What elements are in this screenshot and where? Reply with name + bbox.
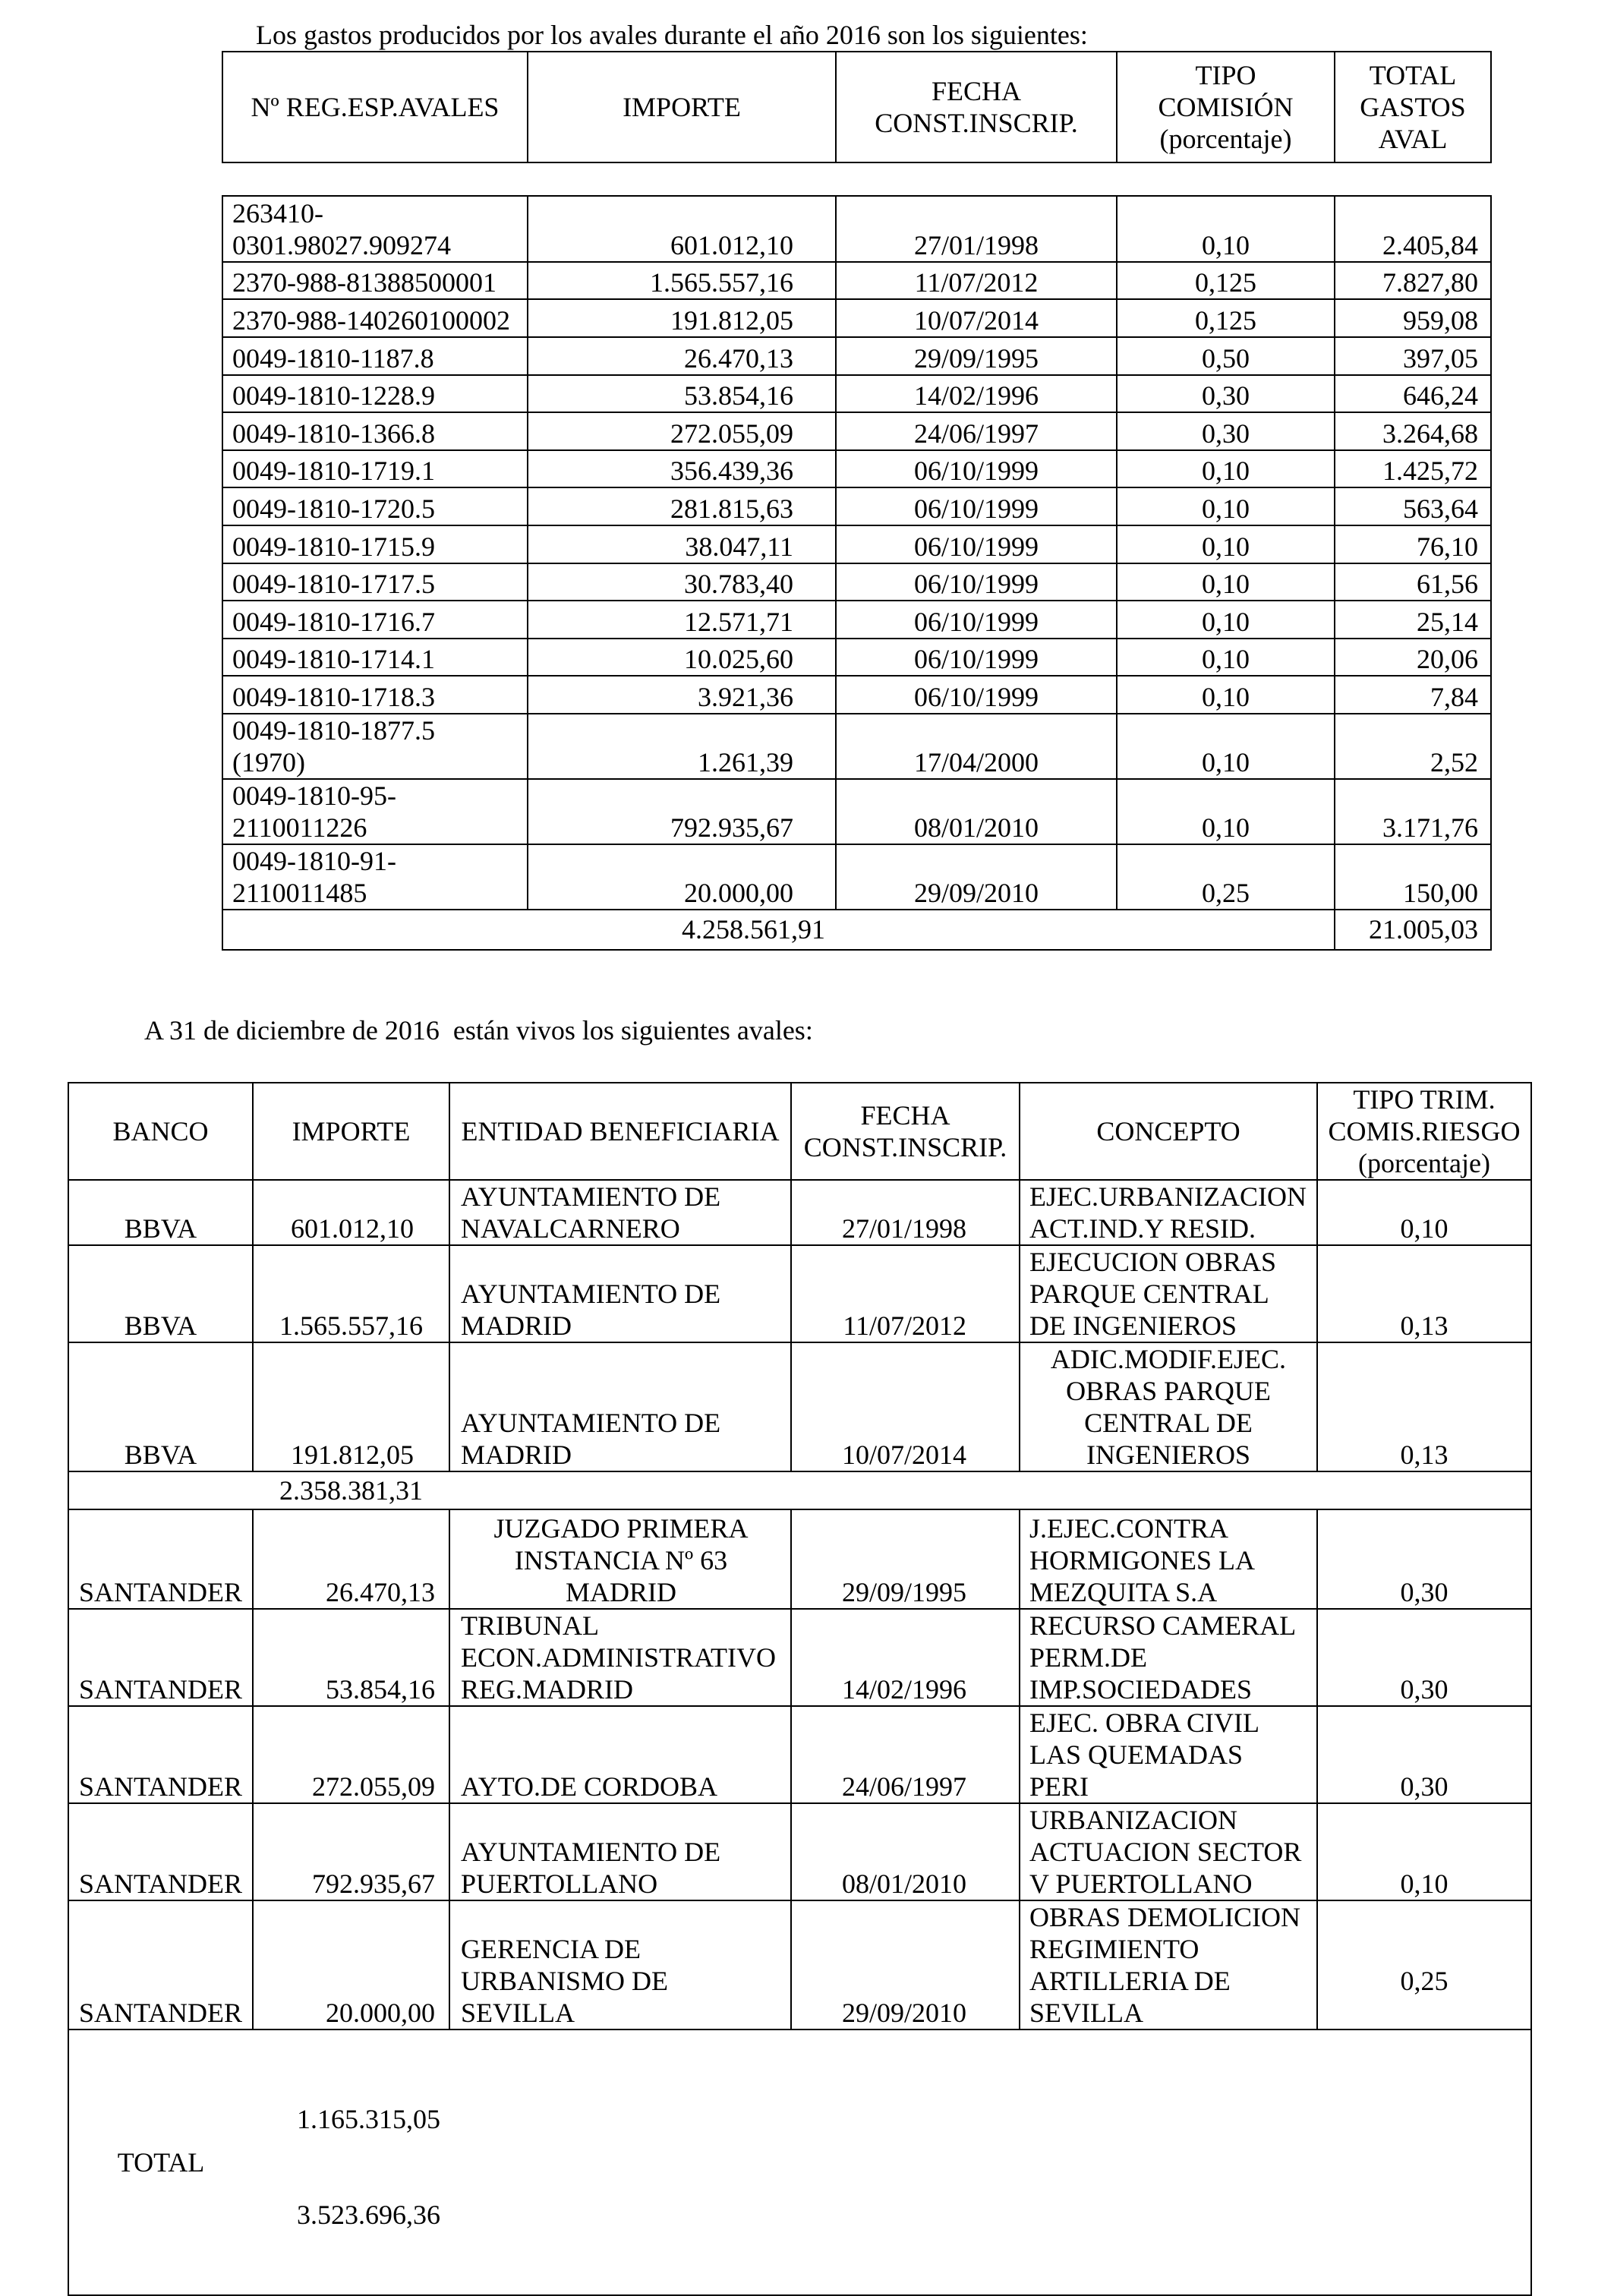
vivos-total-row bbox=[68, 2030, 1531, 2295]
concepto-cell: OBRAS DEMOLICION REGIMIENTO ARTILLERIA DE SEVILLA bbox=[1020, 1900, 1317, 2030]
gastos-row bbox=[222, 563, 1491, 601]
importe-cell: 53.854,16 bbox=[253, 1609, 449, 1706]
vivos-footer bbox=[68, 2030, 1531, 2295]
importe-cell: 1.565.557,16 bbox=[253, 1245, 449, 1342]
total-gastos-cell: 2.405,84 bbox=[1335, 196, 1491, 262]
header-entidad: ENTIDAD BENEFICIARIA bbox=[449, 1083, 791, 1180]
subtotal-spacer-left bbox=[68, 1471, 253, 1509]
importe-cell: 191.812,05 bbox=[528, 299, 836, 337]
importe-cell: 3.921,36 bbox=[528, 676, 836, 714]
importe-cell: 53.854,16 bbox=[528, 375, 836, 413]
entidad-cell: TRIBUNAL ECON.ADMINISTRATIVO REG.MADRID bbox=[449, 1609, 791, 1706]
vivos-header-row bbox=[68, 1083, 1531, 1180]
total-gastos-cell: 397,05 bbox=[1335, 337, 1491, 375]
tipo-comision-cell: 0,30 bbox=[1117, 375, 1335, 413]
tipo-comision-cell: 0,30 bbox=[1117, 412, 1335, 450]
gastos-row bbox=[222, 262, 1491, 300]
concepto-cell: EJECUCION OBRAS PARQUE CENTRAL DE INGENIEROS bbox=[1020, 1245, 1317, 1342]
bbva-subtotal-section bbox=[68, 1471, 1531, 1509]
gastos-row bbox=[222, 676, 1491, 714]
total-label: TOTAL bbox=[68, 2030, 253, 2295]
subtotal-spacer-right bbox=[449, 1471, 1531, 1509]
registro-cell: 0049-1810-1716.7 bbox=[222, 601, 528, 639]
tipo-comision-cell: 0,10 bbox=[1117, 779, 1335, 844]
fecha-cell: 14/02/1996 bbox=[836, 375, 1117, 413]
banco-cell: BBVA bbox=[68, 1342, 253, 1471]
fecha-cell: 14/02/1996 bbox=[791, 1609, 1020, 1706]
total-gastos-cell: 3.171,76 bbox=[1335, 779, 1491, 844]
header-tipo-comision: TIPO COMISIÓN (porcentaje) bbox=[1117, 52, 1335, 162]
registro-cell: 0049-1810-91- 2110011485 bbox=[222, 844, 528, 910]
santander-aval-row bbox=[68, 1609, 1531, 1706]
importe-cell: 601.012,10 bbox=[253, 1180, 449, 1245]
total-gastos-cell: 646,24 bbox=[1335, 375, 1491, 413]
gastos-header bbox=[222, 52, 1491, 162]
concepto-cell: URBANIZACION ACTUACION SECTOR V PUERTOLLANO bbox=[1020, 1803, 1317, 1900]
banco-cell: SANTANDER bbox=[68, 1900, 253, 2030]
total-gastos-cell: 1.425,72 bbox=[1335, 450, 1491, 488]
gastos-total-row bbox=[222, 910, 1491, 950]
fecha-cell: 27/01/1998 bbox=[791, 1180, 1020, 1245]
registro-cell: 0049-1810-1715.9 bbox=[222, 525, 528, 563]
registro-cell: 0049-1810-1366.8 bbox=[222, 412, 528, 450]
fecha-cell: 06/10/1999 bbox=[836, 563, 1117, 601]
registro-cell: 0049-1810-1228.9 bbox=[222, 375, 528, 413]
header-concepto: CONCEPTO bbox=[1020, 1083, 1317, 1180]
importe-cell: 26.470,13 bbox=[253, 1509, 449, 1609]
tipo-comision-cell: 0,25 bbox=[1117, 844, 1335, 910]
tipo-comision-cell: 0,10 bbox=[1117, 714, 1335, 779]
importe-cell: 38.047,11 bbox=[528, 525, 836, 563]
concepto-cell: J.EJEC.CONTRA HORMIGONES LA MEZQUITA S.A bbox=[1020, 1509, 1317, 1609]
vivos-table bbox=[68, 1082, 1532, 2296]
fecha-cell: 29/09/2010 bbox=[791, 1900, 1020, 2030]
total-spacer bbox=[449, 2030, 1531, 2295]
bbva-aval-row bbox=[68, 1245, 1531, 1342]
gastos-total-spacer bbox=[836, 910, 1335, 950]
header-fecha: FECHA CONST.INSCRIP. bbox=[791, 1083, 1020, 1180]
tipo-riesgo-cell: 0,10 bbox=[1317, 1180, 1531, 1245]
total-gastos-cell: 76,10 bbox=[1335, 525, 1491, 563]
banco-cell: SANTANDER bbox=[68, 1609, 253, 1706]
total-gastos-cell: 3.264,68 bbox=[1335, 412, 1491, 450]
tipo-riesgo-cell: 0,10 bbox=[1317, 1803, 1531, 1900]
tipo-riesgo-cell: 0,30 bbox=[1317, 1706, 1531, 1803]
registro-cell: 0049-1810-1720.5 bbox=[222, 487, 528, 525]
santander-total-amount: 1.165.315,05 bbox=[297, 2103, 440, 2134]
entidad-cell: AYUNTAMIENTO DE MADRID bbox=[449, 1342, 791, 1471]
tipo-comision-cell: 0,50 bbox=[1117, 337, 1335, 375]
registro-cell: 0049-1810-1717.5 bbox=[222, 563, 528, 601]
vivos-header bbox=[68, 1083, 1531, 1180]
vivos-intro-text: A 31 de diciembre de 2016 están vivos los siguientes avales: bbox=[144, 1015, 813, 1046]
fecha-cell: 06/10/1999 bbox=[836, 676, 1117, 714]
header-importe: IMPORTE bbox=[253, 1083, 449, 1180]
tipo-comision-cell: 0,10 bbox=[1117, 196, 1335, 262]
header-registro: Nº REG.ESP.AVALES bbox=[222, 52, 528, 162]
fecha-cell: 24/06/1997 bbox=[836, 412, 1117, 450]
gastos-row bbox=[222, 639, 1491, 676]
concepto-cell: EJEC.URBANIZACION ACT.IND.Y RESID. bbox=[1020, 1180, 1317, 1245]
fecha-cell: 24/06/1997 bbox=[791, 1706, 1020, 1803]
header-tipo-riesgo: TIPO TRIM. COMIS.RIESGO (porcentaje) bbox=[1317, 1083, 1531, 1180]
entidad-cell: AYUNTAMIENTO DE PUERTOLLANO bbox=[449, 1803, 791, 1900]
gastos-importe-total-cell: 4.258.561,91 bbox=[222, 910, 836, 950]
fecha-cell: 06/10/1999 bbox=[836, 639, 1117, 676]
fecha-cell: 29/09/2010 bbox=[836, 844, 1117, 910]
concepto-cell: EJEC. OBRA CIVIL LAS QUEMADAS PERI bbox=[1020, 1706, 1317, 1803]
fecha-cell: 17/04/2000 bbox=[836, 714, 1117, 779]
fecha-cell: 10/07/2014 bbox=[791, 1342, 1020, 1471]
tipo-comision-cell: 0,10 bbox=[1117, 525, 1335, 563]
total-gastos-cell: 7,84 bbox=[1335, 676, 1491, 714]
registro-cell: 0049-1810-1714.1 bbox=[222, 639, 528, 676]
fecha-cell: 11/07/2012 bbox=[836, 262, 1117, 300]
gastos-row bbox=[222, 412, 1491, 450]
registro-cell: 263410- 0301.98027.909274 bbox=[222, 196, 528, 262]
fecha-cell: 06/10/1999 bbox=[836, 487, 1117, 525]
total-amounts-cell bbox=[253, 2030, 449, 2295]
importe-cell: 792.935,67 bbox=[528, 779, 836, 844]
tipo-riesgo-cell: 0,30 bbox=[1317, 1509, 1531, 1609]
importe-cell: 272.055,09 bbox=[528, 412, 836, 450]
importe-cell: 281.815,63 bbox=[528, 487, 836, 525]
tipo-comision-cell: 0,10 bbox=[1117, 487, 1335, 525]
gastos-row bbox=[222, 601, 1491, 639]
importe-cell: 26.470,13 bbox=[528, 337, 836, 375]
gastos-footer bbox=[222, 910, 1491, 950]
bbva-section bbox=[68, 1180, 1531, 1471]
bbva-subtotal-row bbox=[68, 1471, 1531, 1509]
tipo-riesgo-cell: 0,13 bbox=[1317, 1342, 1531, 1471]
fecha-cell: 10/07/2014 bbox=[836, 299, 1117, 337]
santander-aval-row bbox=[68, 1803, 1531, 1900]
importe-cell: 272.055,09 bbox=[253, 1706, 449, 1803]
total-gastos-cell: 959,08 bbox=[1335, 299, 1491, 337]
tipo-comision-cell: 0,10 bbox=[1117, 601, 1335, 639]
total-gastos-cell: 150,00 bbox=[1335, 844, 1491, 910]
tipo-comision-cell: 0,10 bbox=[1117, 563, 1335, 601]
banco-cell: SANTANDER bbox=[68, 1509, 253, 1609]
fecha-cell: 11/07/2012 bbox=[791, 1245, 1020, 1342]
header-total-gastos: TOTAL GASTOS AVAL bbox=[1335, 52, 1491, 162]
entidad-cell: GERENCIA DE URBANISMO DE SEVILLA bbox=[449, 1900, 791, 2030]
fecha-cell: 29/09/1995 bbox=[791, 1509, 1020, 1609]
importe-cell: 356.439,36 bbox=[528, 450, 836, 488]
tipo-riesgo-cell: 0,25 bbox=[1317, 1900, 1531, 2030]
importe-cell: 601.012,10 bbox=[528, 196, 836, 262]
fecha-cell: 06/10/1999 bbox=[836, 450, 1117, 488]
banco-cell: SANTANDER bbox=[68, 1706, 253, 1803]
importe-cell: 792.935,67 bbox=[253, 1803, 449, 1900]
gastos-table bbox=[222, 195, 1492, 951]
registro-cell: 0049-1810-1877.5 (1970) bbox=[222, 714, 528, 779]
grand-total-amount: 3.523.696,36 bbox=[297, 2199, 440, 2230]
tipo-comision-cell: 0,10 bbox=[1117, 676, 1335, 714]
importe-cell: 12.571,71 bbox=[528, 601, 836, 639]
importe-cell: 20.000,00 bbox=[253, 1900, 449, 2030]
registro-cell: 0049-1810-1187.8 bbox=[222, 337, 528, 375]
registro-cell: 2370-988-140260100002 bbox=[222, 299, 528, 337]
total-gastos-cell: 7.827,80 bbox=[1335, 262, 1491, 300]
tipo-riesgo-cell: 0,13 bbox=[1317, 1245, 1531, 1342]
concepto-cell: RECURSO CAMERAL PERM.DE IMP.SOCIEDADES bbox=[1020, 1609, 1317, 1706]
total-gastos-cell: 20,06 bbox=[1335, 639, 1491, 676]
bbva-subtotal-cell: 2.358.381,31 bbox=[253, 1471, 449, 1509]
fecha-cell: 06/10/1999 bbox=[836, 525, 1117, 563]
gastos-row bbox=[222, 487, 1491, 525]
gastos-row bbox=[222, 844, 1491, 910]
gastos-intro-text: Los gastos producidos por los avales durante el año 2016 son los siguientes: bbox=[256, 20, 1088, 50]
fecha-cell: 29/09/1995 bbox=[836, 337, 1117, 375]
gastos-row bbox=[222, 779, 1491, 844]
bbva-aval-row bbox=[68, 1342, 1531, 1471]
importe-cell: 10.025,60 bbox=[528, 639, 836, 676]
header-fecha: FECHA CONST.INSCRIP. bbox=[836, 52, 1117, 162]
total-gastos-cell: 2,52 bbox=[1335, 714, 1491, 779]
importe-cell: 20.000,00 bbox=[528, 844, 836, 910]
tipo-comision-cell: 0,125 bbox=[1117, 262, 1335, 300]
gastos-row bbox=[222, 450, 1491, 488]
bbva-aval-row bbox=[68, 1180, 1531, 1245]
tipo-comision-cell: 0,10 bbox=[1117, 450, 1335, 488]
importe-cell: 1.565.557,16 bbox=[528, 262, 836, 300]
tipo-riesgo-cell: 0,30 bbox=[1317, 1609, 1531, 1706]
header-importe: IMPORTE bbox=[528, 52, 836, 162]
tipo-comision-cell: 0,125 bbox=[1117, 299, 1335, 337]
banco-cell: SANTANDER bbox=[68, 1803, 253, 1900]
fecha-cell: 08/01/2010 bbox=[791, 1803, 1020, 1900]
total-gastos-cell: 61,56 bbox=[1335, 563, 1491, 601]
gastos-row bbox=[222, 196, 1491, 262]
total-gastos-cell: 25,14 bbox=[1335, 601, 1491, 639]
santander-section bbox=[68, 1509, 1531, 2030]
gastos-row bbox=[222, 337, 1491, 375]
registro-cell: 2370-988-81388500001 bbox=[222, 262, 528, 300]
gastos-header-table bbox=[222, 51, 1492, 163]
total-gastos-cell: 563,64 bbox=[1335, 487, 1491, 525]
santander-aval-row bbox=[68, 1509, 1531, 1609]
entidad-cell: JUZGADO PRIMERA INSTANCIA Nº 63 MADRID bbox=[449, 1509, 791, 1609]
gastos-row bbox=[222, 299, 1491, 337]
gastos-row bbox=[222, 714, 1491, 779]
fecha-cell: 08/01/2010 bbox=[836, 779, 1117, 844]
santander-aval-row bbox=[68, 1706, 1531, 1803]
entidad-cell: AYUNTAMIENTO DE MADRID bbox=[449, 1245, 791, 1342]
importe-cell: 30.783,40 bbox=[528, 563, 836, 601]
header-banco: BANCO bbox=[68, 1083, 253, 1180]
fecha-cell: 06/10/1999 bbox=[836, 601, 1117, 639]
tipo-comision-cell: 0,10 bbox=[1117, 639, 1335, 676]
entidad-cell: AYTO.DE CORDOBA bbox=[449, 1706, 791, 1803]
importe-cell: 191.812,05 bbox=[253, 1342, 449, 1471]
registro-cell: 0049-1810-1719.1 bbox=[222, 450, 528, 488]
fecha-cell: 27/01/1998 bbox=[836, 196, 1117, 262]
registro-cell: 0049-1810-1718.3 bbox=[222, 676, 528, 714]
gastos-body bbox=[222, 196, 1491, 910]
banco-cell: BBVA bbox=[68, 1245, 253, 1342]
concepto-cell: ADIC.MODIF.EJEC. OBRAS PARQUE CENTRAL DE INGENIEROS bbox=[1020, 1342, 1317, 1471]
gastos-header-row bbox=[222, 52, 1491, 162]
gastos-row bbox=[222, 375, 1491, 413]
registro-cell: 0049-1810-95- 2110011226 bbox=[222, 779, 528, 844]
santander-aval-row bbox=[68, 1900, 1531, 2030]
importe-cell: 1.261,39 bbox=[528, 714, 836, 779]
entidad-cell: AYUNTAMIENTO DE NAVALCARNERO bbox=[449, 1180, 791, 1245]
banco-cell: BBVA bbox=[68, 1180, 253, 1245]
gastos-row bbox=[222, 525, 1491, 563]
gastos-aval-total-cell: 21.005,03 bbox=[1335, 910, 1491, 950]
